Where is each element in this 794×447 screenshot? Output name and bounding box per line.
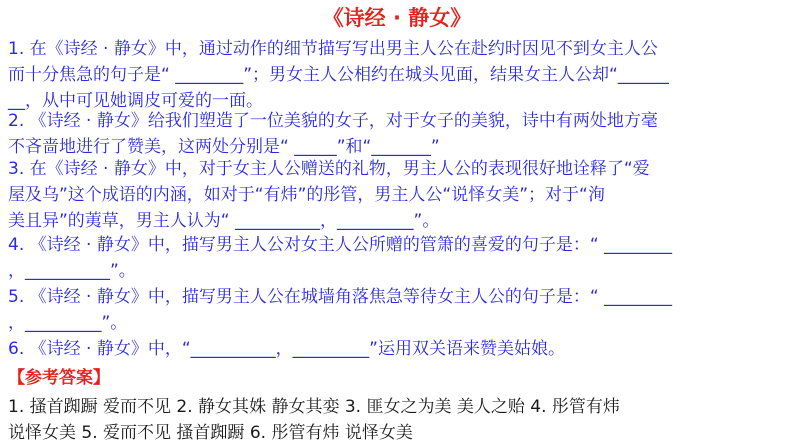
question-2-line-1: 2. 《诗经 · 静女》给我们塑造了一位美貌的女子，对于女子的美貌，诗中有两处地方毫 [8, 111, 658, 131]
question-6 [8, 336, 794, 362]
answers-heading: 【参考答案】 [8, 368, 110, 388]
answers-line-2: 说怿女美 5. 爱而不见 搔首踟蹰 6. 彤管有炜 说怿女美 [8, 423, 413, 443]
question-3 [8, 156, 794, 234]
question-4-line-2: ，__________”。 [8, 261, 136, 281]
question-5-line-2: ，_________”。 [8, 313, 128, 333]
question-6-line-1: 6. 《诗经 · 静女》中，“__________，_________”运用双关语来赞美姑娘。 [8, 339, 565, 359]
answers-block [8, 394, 794, 446]
question-5-line-1: 5. 《诗经 · 静女》中，描写男主人公在城墙角落焦急等待女主人公的句子是：“ ________ [8, 287, 673, 307]
answers-line-1: 1. 搔首踟蹰 爱而不见 2. 静女其姝 静女其娈 3. 匪女之为美 美人之贻 4. 彤管有炜 [8, 397, 620, 417]
question-1-line-2: 而十分焦急的句子是“ ________”；男女主人公相约在城头见面，结果女主人公却“______ [8, 65, 669, 85]
page-title: 《诗经 · 静女》 [322, 6, 472, 30]
question-3-line-2: 屋及乌”这个成语的内涵，如对于“有炜”的彤管，男主人公“说怿女美”；对于“洵 [8, 185, 605, 205]
question-3-line-1: 3. 在《诗经 · 静女》中，对于女主人公赠送的礼物，男主人公的表现很好地诠释了“爱 [8, 159, 650, 179]
question-2-line-2: 不吝啬地进行了赞美，这两处分别是“ _____”和“_______” [8, 137, 440, 157]
question-4 [8, 232, 794, 284]
question-1 [8, 36, 794, 114]
question-2 [8, 108, 794, 160]
question-1-line-3: __，从中可见她调皮可爱的一面。 [8, 91, 263, 111]
question-4-line-1: 4. 《诗经 · 静女》中，描写男主人公对女主人公所赠的管箫的喜爱的句子是：“ ________ [8, 235, 673, 255]
question-1-line-1: 1. 在《诗经 · 静女》中，通过动作的细节描写写出男主人公在赴约时因见不到女主人公 [8, 39, 658, 59]
question-3-line-3: 美且异”的荑草，男主人认为“ __________，_________”。 [8, 211, 440, 231]
question-5 [8, 284, 794, 336]
